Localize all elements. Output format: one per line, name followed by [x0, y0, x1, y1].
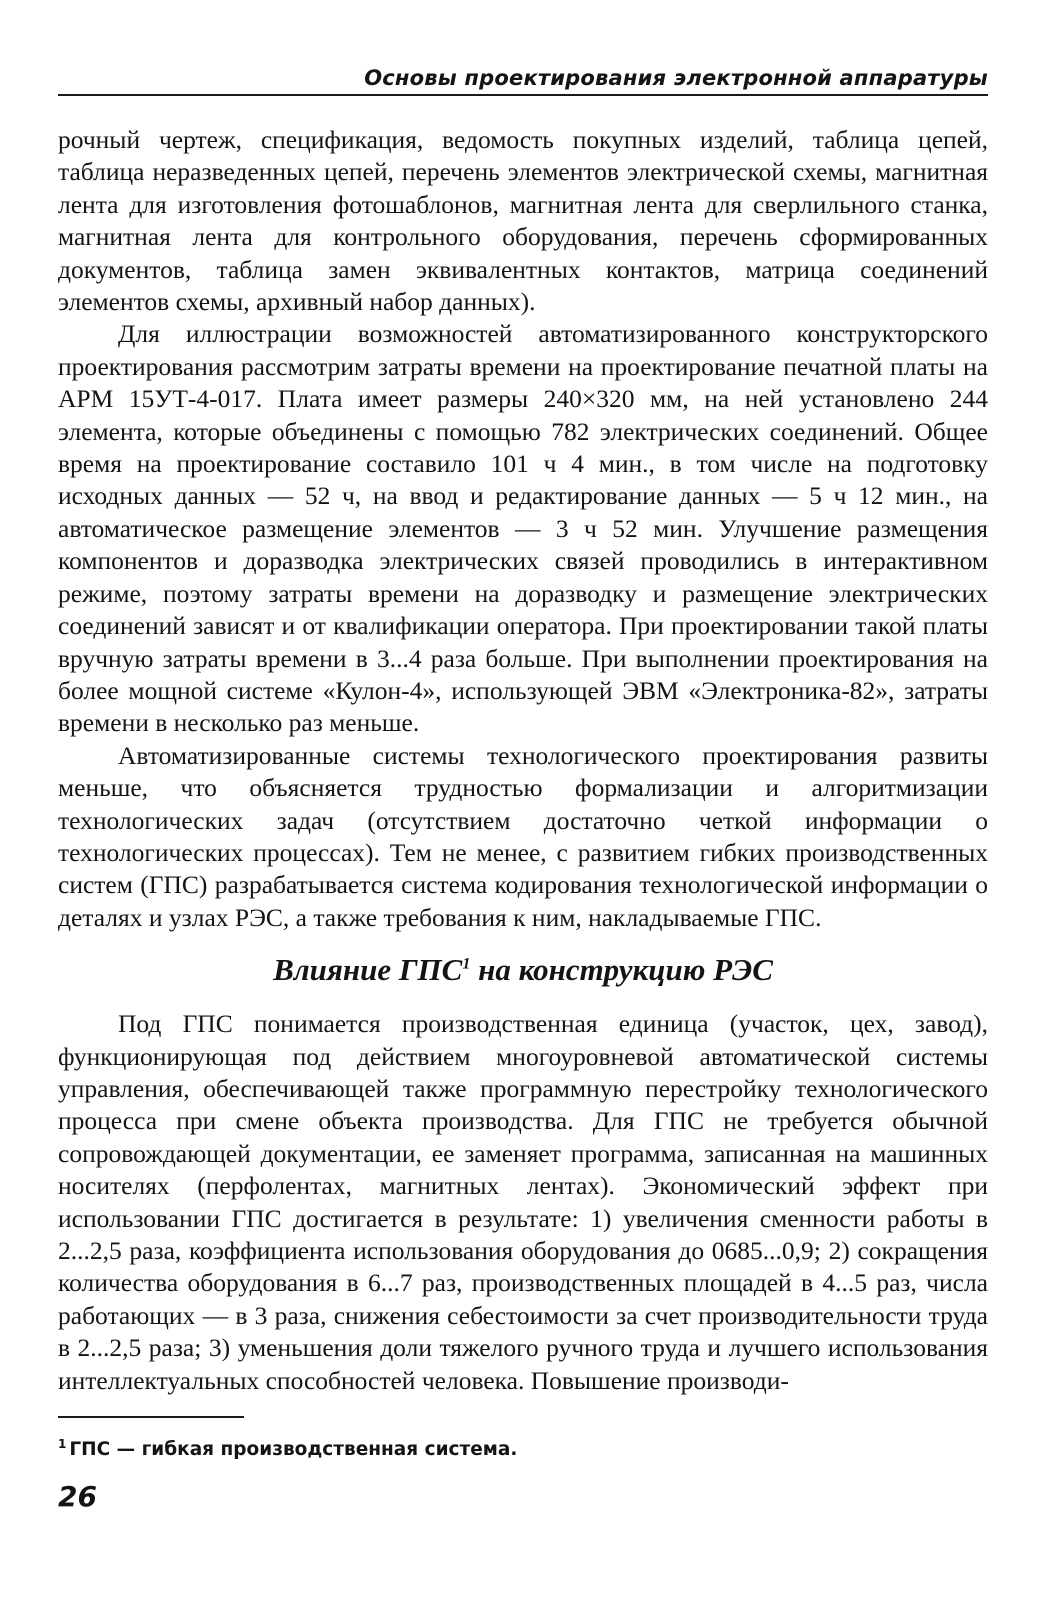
section-heading-part-1: Влияние ГПС — [273, 952, 463, 988]
paragraph-tech-design: Автоматизированные системы технологического проектирования развиты меньше, что объясняется трудностью формализации и алгоритмизации технологических задач (отсутствием достаточно четкой информации о технологических процессах). Тем не менее, с развитием гибких производственных систем (ГПС) разрабатывается система кодирования технологической информации о деталях и узлах РЭС, а также требования к ним, накладываемые ГПС. — [58, 740, 988, 932]
paragraph-gps-definition: Под ГПС понимается производственная единица (участок, цех, завод), функционирующая под действием многоуровневой автоматической системы управления, обеспечивающей также программную перестройку технологического процесса при смене объекта производства. Для ГПС не требуется обычной сопровождающей документации, ее заменяет программа, записанная на машинных носителях (перфолентах, магнитных лентах). Экономический эффект при использовании ГПС достигается в результате: 1) увеличения сменности работы в 2...2,5 раза, коэффициента использования оборудования до 0685...0,9; 2) сокращения количества оборудования в 6...7 раз, производственных площадей в 4...5 раз, числа работающих — в 3 раза, снижения себестоимости за счет производительности труда в 2...2,5 раза; 3) уменьшения доли тяжелого ручного труда и лучшего использования интеллектуальных способностей человека. Повышение производи- — [58, 1009, 988, 1395]
paragraph-continuation: рочный чертеж, спецификация, ведомость покупных изделий, таблица цепей, таблица неразведенных цепей, перечень элементов электрической схемы, магнитная лента для изготовления фотошаблонов, магнитная лента для сверлильного станка, магнитная лента для контрольного оборудования, перечень сформированных документов, таблица замен эквивалентных контактов, матрица соединений элементов схемы, архивный набор данных). — [58, 125, 988, 317]
paragraph-cad-example: Для иллюстрации возможностей автоматизированного конструкторского проектирования рассмотрим затраты времени на проектирование печатной платы на АРМ 15УТ-4-017. Плата имеет размеры 240×320 мм, на ней установлено 244 элемента, которые объединены с помощью 782 электрических соединений. Общее время на проектирование составило 101 ч 4 мин., в том числе на подготовку исходных данных — 52 ч, на ввод и редактирование данных — 5 ч 12 мин., на автоматическое размещение элементов — 3 ч 52 мин. Улучшение размещения компонентов и доразводка электрических связей проводились в интерактивном режиме, поэтому затраты времени на доразводку и размещение электрических соединений зависят и от квалификации оператора. При проектировании такой платы вручную затраты времени в 3...4 раза больше. При выполнении проектирования на более мощной системе «Кулон-4», использующей ЭВМ «Электроника-82», затраты времени в несколько раз меньше. — [58, 319, 988, 738]
running-header — [58, 62, 988, 96]
footnote-divider — [58, 1416, 244, 1418]
section-heading-part-2: на конструкцию РЭС — [470, 952, 773, 988]
page-number: 26 — [58, 1480, 97, 1513]
footnote-mark: 1 — [58, 1436, 67, 1451]
main-text — [58, 124, 988, 1397]
running-title: Основы проектирования электронной аппаратуры — [364, 66, 988, 90]
footnote — [58, 1438, 988, 1462]
footnote-text: ГПС — гибкая производственная система. — [69, 1439, 518, 1460]
footnote-reference[interactable]: 1 — [462, 955, 471, 973]
section-heading — [58, 952, 988, 988]
